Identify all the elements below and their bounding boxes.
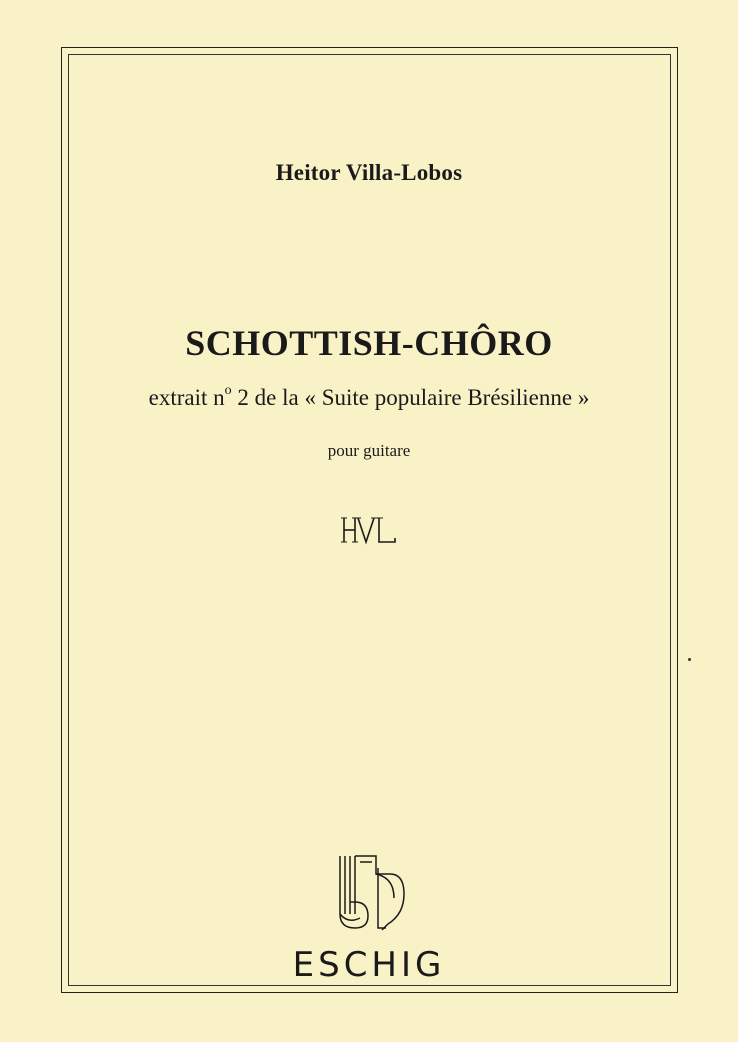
eschig-logo-icon (332, 854, 410, 934)
instrumentation: pour guitare (327, 441, 411, 460)
work-subtitle (0, 385, 738, 411)
subtitle-prefix: extrait n (148, 385, 225, 410)
hvl-monogram-icon (340, 515, 400, 545)
subtitle-superscript: o (224, 383, 232, 399)
work-title: SCHOTTISH-CHÔRO (185, 323, 553, 363)
publisher-name: ESCHIG (292, 945, 446, 985)
composer-name: Heitor Villa-Lobos (275, 160, 463, 185)
speck (688, 658, 691, 661)
subtitle-suffix: 2 de la « Suite populaire Brésilienne » (231, 385, 590, 410)
